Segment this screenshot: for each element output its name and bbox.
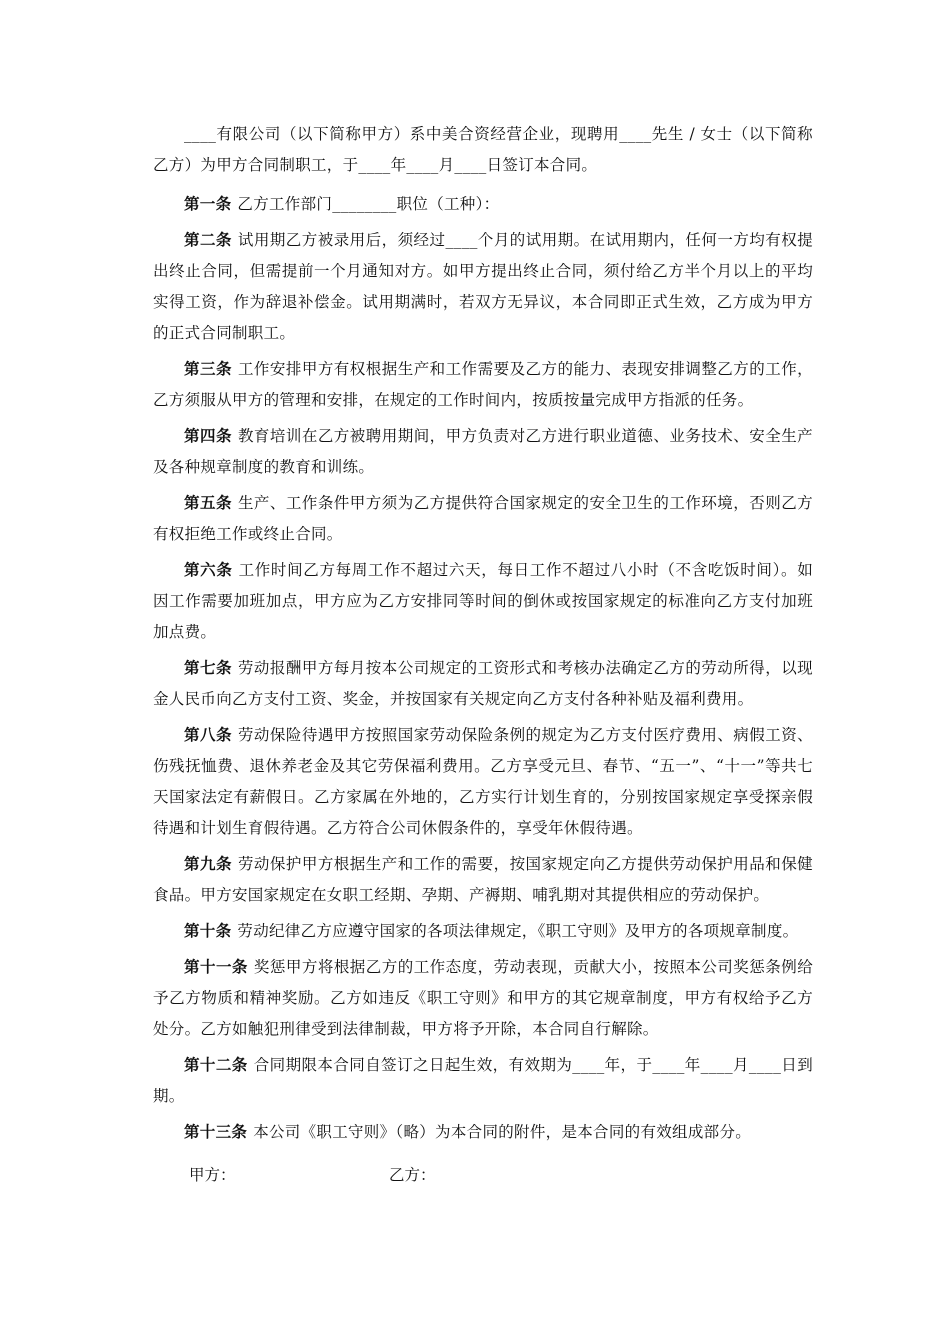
article-text: 劳动保险待遇甲方按照国家劳动保险条例的规定为乙方支付医疗费用、病假工资、伤残抚恤费、退休养老金及其它劳保福利费用。乙方享受元旦、春节、“五一”、“十一”等共七天国家法定有薪假日。乙方家属在外地的，乙方实行计划生育的，分别按国家规定享受探亲假待遇和计划生育假待遇。乙方符合公司休假条件的，享受年休假待遇。 [153,726,813,837]
article-10 [153,916,813,947]
article-1 [153,189,813,220]
article-text: 试用期乙方被录用后，须经过____个月的试用期。在试用期内，任何一方均有权提出终止合同，但需提前一个月通知对方。如甲方提出终止合同，须付给乙方半个月以上的平均实得工资，作为辞退补偿金。试用期满时，若双方无异议，本合同即正式生效，乙方成为甲方的正式合同制职工。 [153,231,813,342]
article-5 [153,488,813,550]
article-text: 劳动纪律乙方应遵守国家的各项法律规定，《职工守则》及甲方的各项规章制度。 [237,922,799,940]
article-2 [153,225,813,349]
article-text: 工作安排甲方有权根据生产和工作需要及乙方的能力、表现安排调整乙方的工作，乙方须服从甲方的管理和安排，在规定的工作时间内，按质按量完成甲方指派的任务。 [153,360,813,409]
article-8 [153,720,813,844]
article-3 [153,354,813,416]
article-title: 第十三条 [184,1123,248,1141]
party-a-label: 甲方： [189,1166,236,1184]
article-text: 生产、工作条件甲方须为乙方提供符合国家规定的安全卫生的工作环境，否则乙方有权拒绝工作或终止合同。 [153,494,813,543]
article-text: 本公司《职工守则》（略）为本合同的附件，是本合同的有效组成部分。 [253,1123,752,1141]
article-text: 劳动报酬甲方每月按本公司规定的工资形式和考核办法确定乙方的劳动所得，以现金人民币向乙方支付工资、奖金，并按国家有关规定向乙方支付各种补贴及福利费用。 [153,659,813,708]
article-title: 第二条 [184,231,232,249]
article-title: 第十二条 [184,1056,248,1074]
article-title: 第四条 [184,427,232,445]
intro-paragraph: ____有限公司（以下简称甲方）系中美合资经营企业，现聘用____先生 / 女士（以下简称乙方）为甲方合同制职工，于____年____月____日签订本合同。 [153,125,813,174]
party-b-label: 乙方： [389,1166,436,1184]
article-title: 第三条 [184,360,232,378]
article-7 [153,653,813,715]
article-title: 第十一条 [184,958,248,976]
article-11 [153,952,813,1045]
article-9 [153,849,813,911]
article-text: 乙方工作部门________职位（工种）： [237,195,500,213]
article-12 [153,1050,813,1112]
article-text: 奖惩甲方将根据乙方的工作态度，劳动表现，贡献大小，按照本公司奖惩条例给予乙方物质和精神奖励。乙方如违反《职工守则》和甲方的其它规章制度，甲方有权给予乙方处分。乙方如触犯刑律受到法律制裁，甲方将予开除，本合同自行解除。 [153,958,813,1038]
signature-block [153,1160,813,1191]
article-6 [153,555,813,648]
article-13 [153,1117,813,1148]
article-text: 劳动保护甲方根据生产和工作的需要，按国家规定向乙方提供劳动保护用品和保健食品。甲方安国家规定在女职工经期、孕期、产褥期、哺乳期对其提供相应的劳动保护。 [153,855,813,904]
article-title: 第七条 [184,659,232,677]
article-title: 第一条 [184,195,232,213]
article-title: 第九条 [184,855,232,873]
article-text: 合同期限本合同自签订之日起生效，有效期为____年，于____年____月____日到期。 [153,1056,813,1105]
article-title: 第十条 [184,922,232,940]
article-title: 第八条 [184,726,232,744]
article-title: 第六条 [184,561,233,579]
article-4 [153,421,813,483]
article-text: 工作时间乙方每周工作不超过六天，每日工作不超过八小时（不含吃饭时间）。如因工作需要加班加点，甲方应为乙方安排同等时间的倒休或按国家规定的标准向乙方支付加班加点费。 [153,561,813,641]
article-text: 教育培训在乙方被聘用期间，甲方负责对乙方进行职业道德、业务技术、安全生产及各种规章制度的教育和训练。 [153,427,813,476]
article-title: 第五条 [184,494,232,512]
contract-document [153,119,813,1191]
